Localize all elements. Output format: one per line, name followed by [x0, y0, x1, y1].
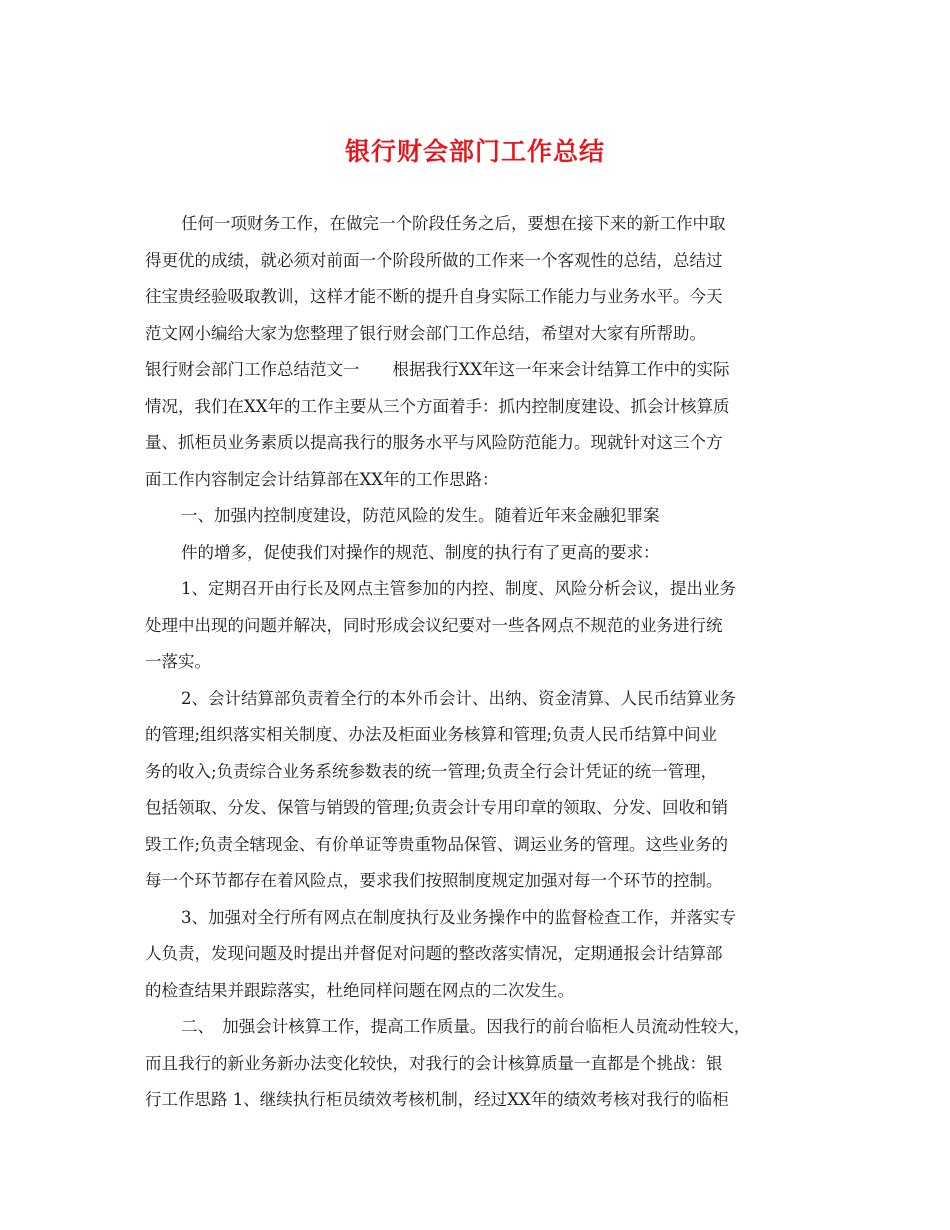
paragraph-line: 3、加强对全行所有网点在制度执行及业务操作中的监督检查工作，并落实专 [181, 907, 736, 927]
paragraph-line: 而且我行的新业务新办法变化较快，对我行的会计核算质量一直都是个挑战：银 [145, 1053, 723, 1073]
paragraph-line: 1、定期召开由行长及网点主管参加的内控、制度、风险分析会议，提出业务 [181, 579, 736, 598]
paragraph-line: 银行财会部门工作总结范文一 根据我行XX年这一年来会计结算工作中的实际 [145, 360, 730, 379]
paragraph-line: 的管理;组织落实相关制度、办法及柜面业务核算和管理;负责人民币结算中间业 [145, 725, 718, 744]
paragraph-line: 处理中出现的问题并解决，同时形成会议纪要对一些各网点不规范的业务进行统 [145, 615, 723, 635]
paragraph-line: 一、加强内控制度建设，防范风险的发生。随着近年来金融犯罪案 [181, 506, 660, 525]
paragraph-line: 务的收入;负责综合业务系统参数表的统一管理;负责全行会计凭证的统一管理， [145, 761, 718, 781]
document-body [145, 206, 815, 1119]
paragraph-line: 包括领取、分发、保管与销毁的管理;负责会计专用印章的领取、分发、回收和销 [145, 798, 729, 817]
document-title: 银行财会部门工作总结 [344, 137, 605, 166]
paragraph-line: 情况，我们在XX年的工作主要从三个方面着手：抓内控制度建设、抓会计核算质 [145, 396, 730, 416]
paragraph-line: 件的增多，促使我们对操作的规范、制度的执行有了更高的要求： [181, 542, 660, 562]
paragraph-line: 行工作思路 1、继续执行柜员绩效考核机制，经过XX年的绩效考核对我行的临柜 [145, 1090, 729, 1109]
paragraph-line: 得更优的成绩，就必须对前面一个阶段所做的工作来一个客观性的总结，总结过 [145, 250, 723, 270]
paragraph-line: 量、抓柜员业务素质以提高我行的服务水平与风险防范能力。现就针对这三个方 [145, 433, 723, 452]
paragraph-line: 往宝贵经验吸取教训，这样才能不断的提升自身实际工作能力与业务水平。今天 [145, 287, 723, 306]
paragraph-line: 任何一项财务工作，在做完一个阶段任务之后，要想在接下来的新工作中取 [181, 214, 726, 233]
paragraph-line: 2、会计结算部负责着全行的本外币会计、出纳、资金清算、人民币结算业务 [181, 688, 736, 708]
paragraph-line: 一落实。 [145, 652, 211, 671]
paragraph-line: 的检查结果并跟踪落实，杜绝同样问题在网点的二次发生。 [145, 980, 574, 1000]
paragraph-line: 每一个环节都存在着风险点，要求我们按照制度规定加强对每一个环节的控制。 [145, 871, 723, 890]
paragraph-line: 范文网小编给大家为您整理了银行财会部门工作总结，希望对大家有所帮助。 [145, 323, 706, 343]
paragraph-line: 毁工作;负责全辖现金、有价单证等贵重物品保管、调运业务的管理。这些业务的 [145, 834, 729, 854]
paragraph-line: 二、 加强会计核算工作，提高工作质量。因我行的前台临柜人员流动性较大， [181, 1017, 751, 1036]
paragraph-line: 人负责，发现问题及时提出并督促对问题的整改落实情况，定期通报会计结算部 [145, 944, 723, 963]
paragraph-line: 面工作内容制定会计结算部在XX年的工作思路： [145, 469, 499, 489]
